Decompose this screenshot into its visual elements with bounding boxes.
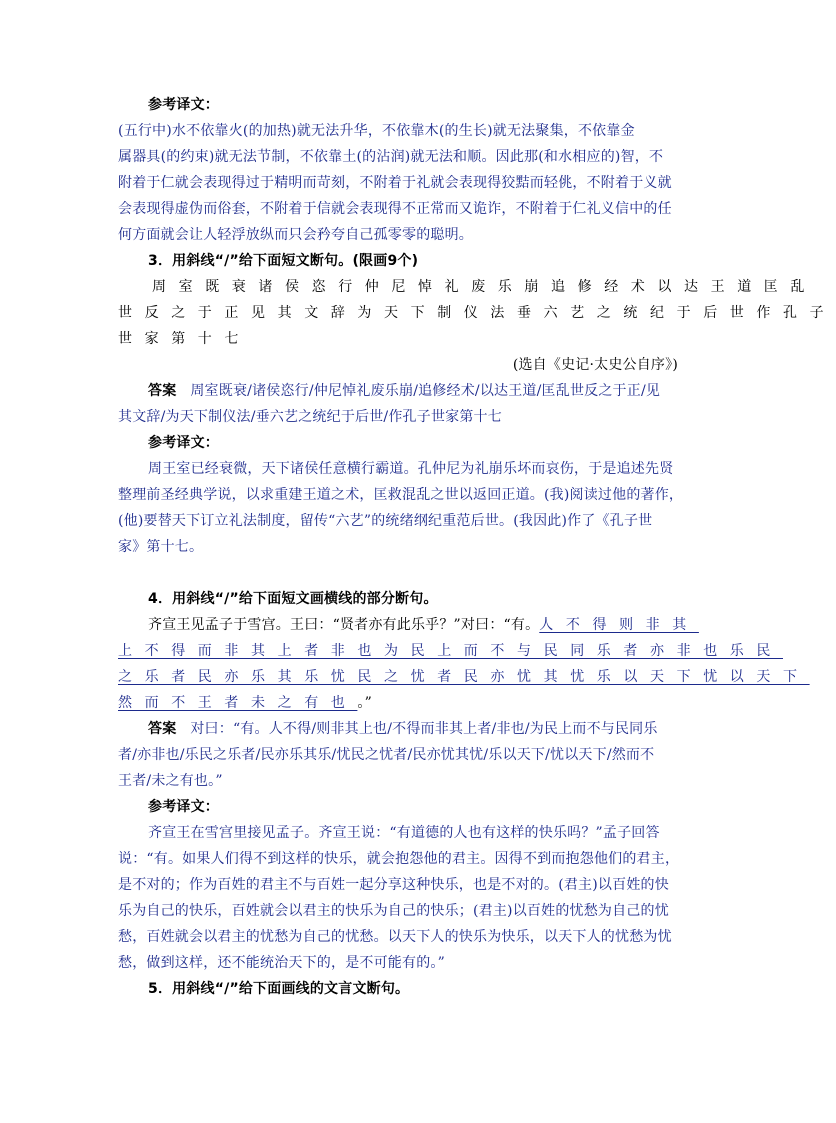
translation-line: 是不对的；作为百姓的君主不与百姓一起分享这种快乐，也是不对的。(君主)以百姓的快 — [118, 877, 669, 893]
question-5-title: 5．用斜线“/”给下面画线的文言文断句。 — [148, 981, 410, 997]
question-4-intro-line — [118, 612, 699, 638]
underlined-text: 然而不王者未之有也 — [118, 695, 358, 711]
question-4-tail: 。” — [357, 695, 372, 711]
translation-line: 愁，百姓就会以君主的忧愁为自己的忧愁。以天下人的快乐为快乐，以天下人的忧愁为忧 — [118, 929, 672, 945]
translation-line: 会表现得虚伪而俗套，不附着于信就会表现得不正常而又诡诈，不附着于仁礼义信中的任 — [118, 201, 672, 217]
translation-line: 整理前圣经典学说，以求重建王道之术，匡救混乱之世以返回正道。(我)阅读过他的著作， — [118, 487, 684, 503]
question-4-answer-line — [118, 716, 678, 742]
question-3-text-line: 周室既衰诸侯恣行仲尼悼礼废乐崩追修经术以达王道匡乱 — [152, 279, 817, 295]
question-4-answer-line: 者/亦非也/乐民之乐者/民亦乐其乐/忧民之忧者/民亦忧其忧/乐以天下/忧以天下/然而不 — [118, 747, 655, 763]
translation-heading: 参考译文： — [148, 97, 219, 113]
answer-text: 周室既衰/诸侯恣行/仲尼悼礼废乐崩/追修经术/以达王道/匡乱世反之于正/见 — [190, 383, 661, 399]
underlined-text: 之乐者民亦乐其乐忧民之忧者民亦忧其忧乐以天下忧以天下 — [118, 669, 810, 685]
translation-section-1 — [118, 92, 678, 248]
question-4 — [118, 586, 810, 1002]
translation-line: 周王室已经衰微，天下诸侯任意横行霸道。孔仲尼为礼崩乐坏而哀伤，于是追述先贤 — [148, 461, 674, 477]
translation-line: 附着于仁就会表现得过于精明而苛刻，不附着于礼就会表现得狡黠而轻佻，不附着于义就 — [118, 175, 672, 191]
underlined-text: 人不得则非其 — [539, 617, 699, 633]
answer-text: 对曰：“有。人不得/则非其上也/不得而非其上者/非也/为民上而不与民同乐 — [190, 721, 658, 737]
translation-line: 齐宣王在雪宫里接见孟子。齐宣王说：“有道德的人也有这样的快乐吗？”孟子回答 — [148, 825, 660, 841]
question-3-text-line: 世反之于正见其文辞为天下制仪法垂六艺之统纪于后世作孔子 — [118, 305, 836, 321]
underlined-text: 上不得而非其上者非也为民上而不与民同乐者亦非也乐民 — [118, 643, 783, 659]
translation-line: 说：“有。如果人们得不到这样的快乐，就会抱怨他的君主。因得不到而抱怨他们的君主， — [118, 851, 680, 867]
translation-line: (五行中)水不依靠火(的加热)就无法升华，不依靠木(的生长)就无法聚集，不依靠金 — [118, 123, 635, 139]
question-3-answer-line — [118, 378, 678, 404]
translation-line: 乐为自己的快乐，百姓就会以君主的快乐为自己的快乐；(君主)以百姓的忧愁为自己的忧 — [118, 903, 669, 919]
answer-label: 答案 — [148, 721, 177, 737]
answer-label: 答案 — [148, 383, 177, 399]
question-3 — [118, 248, 836, 560]
question-3-answer-line: 其文辞/为天下制仪法/垂六艺之统纪于后世/作孔子世家第十七 — [118, 409, 502, 425]
translation-line: 属器具(的约束)就无法节制，不依靠土(的沾润)就无法和顺。因此那(和水相应的)智，不 — [118, 149, 664, 165]
question-3-title: 3．用斜线“/”给下面短文断句。(限画9个) — [148, 253, 419, 269]
question-3-source: (选自《史记·太史公自序》) — [512, 357, 678, 373]
translation-line: 愁，做到这样，还不能统治天下的，是不可能有的。” — [118, 955, 445, 971]
question-3-text-line: 世家第十七 — [118, 331, 251, 347]
translation-heading: 参考译文： — [148, 435, 219, 451]
translation-line: 家》第十七。 — [118, 539, 204, 555]
question-4-title: 4．用斜线“/”给下面短文画横线的部分断句。 — [148, 591, 438, 607]
translation-line: 何方面就会让人轻浮放纵而只会矜夸自己孤零零的聪明。 — [118, 227, 473, 243]
translation-heading: 参考译文： — [148, 799, 219, 815]
translation-line: (他)要替天下订立礼法制度，留传“六艺”的统绪纲纪重范后世。(我因此)作了《孔子世 — [118, 513, 653, 529]
question-4-intro: 齐宣王见孟子于雪宫。王曰：“贤者亦有此乐乎？”对曰：“有。 — [148, 617, 540, 633]
question-4-answer-line: 王者/未之有也。” — [118, 773, 223, 789]
